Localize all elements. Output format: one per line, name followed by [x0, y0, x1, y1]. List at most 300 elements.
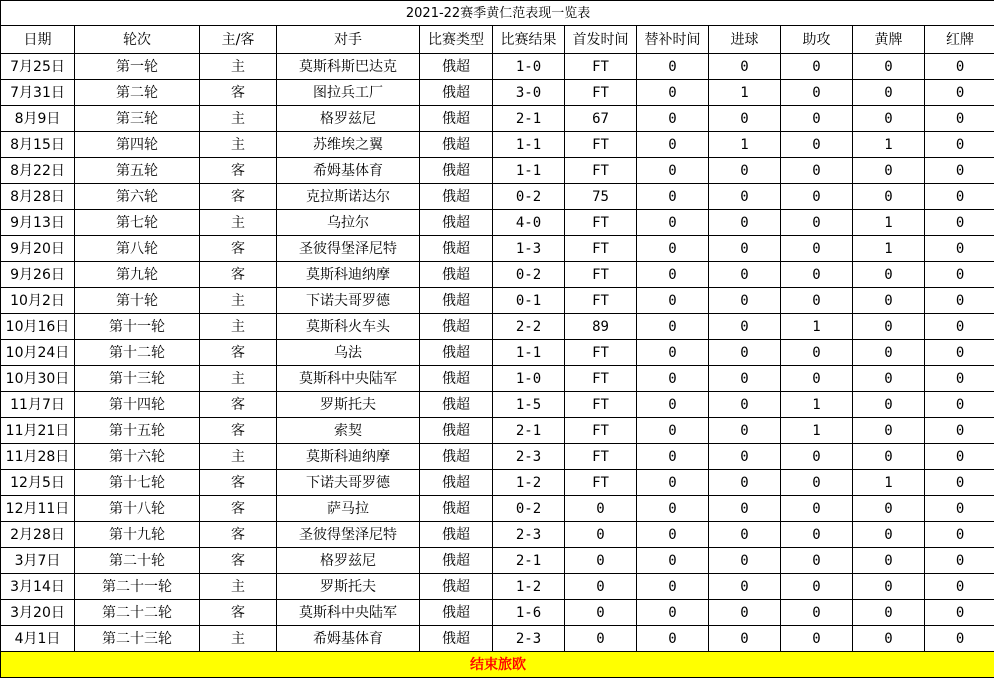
cell-sub-minutes: 0 [637, 470, 709, 496]
cell-start-minutes: FT [565, 262, 637, 288]
column-header-result: 比赛结果 [493, 26, 565, 54]
cell-yellow-cards: 0 [853, 418, 925, 444]
cell-goals: 0 [709, 626, 781, 652]
cell-sub-minutes: 0 [637, 314, 709, 340]
cell-date: 11月21日 [1, 418, 75, 444]
cell-opponent: 圣彼得堡泽尼特 [277, 522, 420, 548]
cell-red-cards: 0 [925, 132, 994, 158]
cell-match-type: 俄超 [420, 496, 493, 522]
cell-goals: 1 [709, 80, 781, 106]
cell-result: 2-3 [493, 444, 565, 470]
cell-assists: 0 [781, 106, 853, 132]
cell-goals: 0 [709, 548, 781, 574]
cell-result: 2-2 [493, 314, 565, 340]
cell-opponent: 罗斯托夫 [277, 574, 420, 600]
cell-venue: 客 [200, 418, 277, 444]
cell-date: 10月24日 [1, 340, 75, 366]
cell-sub-minutes: 0 [637, 574, 709, 600]
cell-match-type: 俄超 [420, 600, 493, 626]
table-row [1, 340, 994, 366]
cell-sub-minutes: 0 [637, 444, 709, 470]
cell-match-type: 俄超 [420, 184, 493, 210]
cell-date: 4月1日 [1, 626, 75, 652]
cell-venue: 客 [200, 158, 277, 184]
cell-result: 1-5 [493, 392, 565, 418]
cell-start-minutes: FT [565, 158, 637, 184]
table-row [1, 210, 994, 236]
cell-start-minutes: FT [565, 366, 637, 392]
cell-goals: 1 [709, 132, 781, 158]
cell-red-cards: 0 [925, 548, 994, 574]
cell-match-type: 俄超 [420, 522, 493, 548]
cell-opponent: 乌法 [277, 340, 420, 366]
cell-red-cards: 0 [925, 184, 994, 210]
cell-goals: 0 [709, 236, 781, 262]
cell-red-cards: 0 [925, 106, 994, 132]
table-title: 2021-22赛季黄仁范表现一览表 [1, 1, 994, 26]
cell-red-cards: 0 [925, 522, 994, 548]
cell-opponent: 希姆基体育 [277, 158, 420, 184]
cell-start-minutes: 75 [565, 184, 637, 210]
cell-goals: 0 [709, 522, 781, 548]
cell-assists: 0 [781, 444, 853, 470]
cell-goals: 0 [709, 366, 781, 392]
cell-assists: 0 [781, 626, 853, 652]
cell-date: 3月7日 [1, 548, 75, 574]
cell-start-minutes: FT [565, 210, 637, 236]
cell-goals: 0 [709, 54, 781, 80]
cell-start-minutes: FT [565, 54, 637, 80]
cell-sub-minutes: 0 [637, 236, 709, 262]
cell-result: 0-2 [493, 184, 565, 210]
cell-round: 第四轮 [75, 132, 200, 158]
cell-yellow-cards: 0 [853, 626, 925, 652]
cell-opponent: 格罗兹尼 [277, 106, 420, 132]
cell-red-cards: 0 [925, 470, 994, 496]
cell-assists: 0 [781, 262, 853, 288]
footer-note: 结束旅欧 [1, 652, 994, 678]
cell-opponent: 图拉兵工厂 [277, 80, 420, 106]
cell-round: 第十三轮 [75, 366, 200, 392]
cell-red-cards: 0 [925, 158, 994, 184]
footer-row [1, 652, 994, 678]
cell-venue: 主 [200, 54, 277, 80]
cell-red-cards: 0 [925, 288, 994, 314]
cell-red-cards: 0 [925, 600, 994, 626]
cell-assists: 0 [781, 210, 853, 236]
cell-yellow-cards: 0 [853, 288, 925, 314]
cell-opponent: 莫斯科迪纳摩 [277, 262, 420, 288]
cell-date: 3月14日 [1, 574, 75, 600]
cell-assists: 0 [781, 522, 853, 548]
cell-date: 2月28日 [1, 522, 75, 548]
cell-match-type: 俄超 [420, 548, 493, 574]
cell-opponent: 索契 [277, 418, 420, 444]
cell-assists: 0 [781, 184, 853, 210]
cell-round: 第二十二轮 [75, 600, 200, 626]
cell-opponent: 莫斯科中央陆军 [277, 366, 420, 392]
cell-result: 1-3 [493, 236, 565, 262]
cell-venue: 客 [200, 80, 277, 106]
cell-venue: 客 [200, 496, 277, 522]
cell-venue: 主 [200, 288, 277, 314]
cell-date: 8月15日 [1, 132, 75, 158]
cell-sub-minutes: 0 [637, 80, 709, 106]
cell-result: 2-1 [493, 418, 565, 444]
cell-assists: 0 [781, 54, 853, 80]
cell-result: 4-0 [493, 210, 565, 236]
cell-goals: 0 [709, 470, 781, 496]
cell-venue: 主 [200, 314, 277, 340]
cell-match-type: 俄超 [420, 288, 493, 314]
cell-sub-minutes: 0 [637, 262, 709, 288]
cell-date: 9月13日 [1, 210, 75, 236]
cell-red-cards: 0 [925, 236, 994, 262]
cell-red-cards: 0 [925, 210, 994, 236]
cell-assists: 0 [781, 574, 853, 600]
cell-round: 第十二轮 [75, 340, 200, 366]
cell-goals: 0 [709, 574, 781, 600]
column-header-goals: 进球 [709, 26, 781, 54]
cell-start-minutes: 0 [565, 574, 637, 600]
cell-date: 10月2日 [1, 288, 75, 314]
table-row [1, 600, 994, 626]
cell-yellow-cards: 0 [853, 574, 925, 600]
cell-yellow-cards: 0 [853, 184, 925, 210]
cell-round: 第二十三轮 [75, 626, 200, 652]
cell-round: 第二十一轮 [75, 574, 200, 600]
cell-opponent: 下诺夫哥罗德 [277, 288, 420, 314]
cell-opponent: 格罗兹尼 [277, 548, 420, 574]
cell-match-type: 俄超 [420, 262, 493, 288]
cell-round: 第十轮 [75, 288, 200, 314]
cell-round: 第十七轮 [75, 470, 200, 496]
cell-match-type: 俄超 [420, 54, 493, 80]
cell-round: 第八轮 [75, 236, 200, 262]
cell-result: 2-1 [493, 106, 565, 132]
table-row [1, 158, 994, 184]
cell-round: 第二十轮 [75, 548, 200, 574]
table-row [1, 548, 994, 574]
cell-venue: 客 [200, 522, 277, 548]
column-header-yellow-cards: 黄牌 [853, 26, 925, 54]
cell-start-minutes: FT [565, 288, 637, 314]
cell-start-minutes: FT [565, 340, 637, 366]
table-row [1, 288, 994, 314]
cell-assists: 0 [781, 132, 853, 158]
cell-yellow-cards: 0 [853, 340, 925, 366]
cell-start-minutes: 0 [565, 496, 637, 522]
cell-venue: 主 [200, 444, 277, 470]
cell-assists: 0 [781, 158, 853, 184]
cell-start-minutes: FT [565, 80, 637, 106]
cell-red-cards: 0 [925, 444, 994, 470]
cell-assists: 0 [781, 496, 853, 522]
cell-venue: 客 [200, 392, 277, 418]
cell-round: 第一轮 [75, 54, 200, 80]
cell-result: 2-3 [493, 522, 565, 548]
cell-date: 9月20日 [1, 236, 75, 262]
cell-result: 1-0 [493, 54, 565, 80]
cell-yellow-cards: 0 [853, 444, 925, 470]
cell-sub-minutes: 0 [637, 418, 709, 444]
column-header-match-type: 比赛类型 [420, 26, 493, 54]
cell-start-minutes: FT [565, 392, 637, 418]
cell-red-cards: 0 [925, 418, 994, 444]
cell-goals: 0 [709, 392, 781, 418]
cell-match-type: 俄超 [420, 132, 493, 158]
cell-assists: 0 [781, 340, 853, 366]
cell-sub-minutes: 0 [637, 54, 709, 80]
cell-opponent: 莫斯科火车头 [277, 314, 420, 340]
column-header-opponent: 对手 [277, 26, 420, 54]
cell-match-type: 俄超 [420, 314, 493, 340]
cell-red-cards: 0 [925, 340, 994, 366]
cell-yellow-cards: 0 [853, 314, 925, 340]
cell-round: 第三轮 [75, 106, 200, 132]
table-row [1, 262, 994, 288]
cell-opponent: 罗斯托夫 [277, 392, 420, 418]
cell-round: 第六轮 [75, 184, 200, 210]
cell-yellow-cards: 1 [853, 470, 925, 496]
table-row [1, 314, 994, 340]
cell-sub-minutes: 0 [637, 106, 709, 132]
cell-goals: 0 [709, 158, 781, 184]
cell-red-cards: 0 [925, 574, 994, 600]
cell-round: 第十六轮 [75, 444, 200, 470]
table-row [1, 444, 994, 470]
cell-match-type: 俄超 [420, 158, 493, 184]
cell-date: 12月5日 [1, 470, 75, 496]
cell-goals: 0 [709, 106, 781, 132]
cell-round: 第十五轮 [75, 418, 200, 444]
cell-yellow-cards: 0 [853, 366, 925, 392]
cell-date: 11月28日 [1, 444, 75, 470]
cell-sub-minutes: 0 [637, 132, 709, 158]
cell-red-cards: 0 [925, 54, 994, 80]
table-row [1, 522, 994, 548]
cell-result: 2-3 [493, 626, 565, 652]
cell-sub-minutes: 0 [637, 600, 709, 626]
cell-assists: 0 [781, 80, 853, 106]
cell-round: 第十八轮 [75, 496, 200, 522]
cell-result: 0-2 [493, 262, 565, 288]
cell-start-minutes: 0 [565, 548, 637, 574]
cell-result: 1-2 [493, 574, 565, 600]
cell-date: 10月16日 [1, 314, 75, 340]
cell-opponent: 下诺夫哥罗德 [277, 470, 420, 496]
header-row [1, 26, 994, 54]
cell-goals: 0 [709, 418, 781, 444]
cell-start-minutes: FT [565, 444, 637, 470]
cell-red-cards: 0 [925, 366, 994, 392]
cell-match-type: 俄超 [420, 626, 493, 652]
cell-assists: 0 [781, 366, 853, 392]
table-row [1, 106, 994, 132]
cell-yellow-cards: 1 [853, 210, 925, 236]
cell-opponent: 莫斯科迪纳摩 [277, 444, 420, 470]
cell-date: 9月26日 [1, 262, 75, 288]
cell-goals: 0 [709, 600, 781, 626]
cell-goals: 0 [709, 340, 781, 366]
cell-date: 8月9日 [1, 106, 75, 132]
cell-start-minutes: 67 [565, 106, 637, 132]
cell-yellow-cards: 0 [853, 496, 925, 522]
cell-venue: 客 [200, 548, 277, 574]
table-row [1, 132, 994, 158]
cell-round: 第十四轮 [75, 392, 200, 418]
cell-result: 3-0 [493, 80, 565, 106]
table-row [1, 574, 994, 600]
cell-sub-minutes: 0 [637, 158, 709, 184]
cell-yellow-cards: 0 [853, 106, 925, 132]
cell-sub-minutes: 0 [637, 184, 709, 210]
cell-assists: 0 [781, 236, 853, 262]
cell-goals: 0 [709, 262, 781, 288]
cell-venue: 主 [200, 210, 277, 236]
cell-date: 3月20日 [1, 600, 75, 626]
cell-date: 8月28日 [1, 184, 75, 210]
cell-opponent: 乌拉尔 [277, 210, 420, 236]
cell-start-minutes: FT [565, 132, 637, 158]
table-row [1, 184, 994, 210]
cell-date: 11月7日 [1, 392, 75, 418]
cell-goals: 0 [709, 184, 781, 210]
cell-red-cards: 0 [925, 626, 994, 652]
cell-opponent: 萨马拉 [277, 496, 420, 522]
cell-date: 7月31日 [1, 80, 75, 106]
cell-round: 第二轮 [75, 80, 200, 106]
cell-sub-minutes: 0 [637, 522, 709, 548]
cell-result: 1-1 [493, 132, 565, 158]
cell-date: 7月25日 [1, 54, 75, 80]
table-row [1, 366, 994, 392]
cell-opponent: 希姆基体育 [277, 626, 420, 652]
cell-goals: 0 [709, 210, 781, 236]
cell-yellow-cards: 1 [853, 236, 925, 262]
cell-red-cards: 0 [925, 392, 994, 418]
cell-venue: 客 [200, 600, 277, 626]
cell-goals: 0 [709, 444, 781, 470]
cell-yellow-cards: 0 [853, 158, 925, 184]
cell-result: 1-1 [493, 340, 565, 366]
cell-opponent: 莫斯科中央陆军 [277, 600, 420, 626]
cell-venue: 客 [200, 262, 277, 288]
cell-round: 第九轮 [75, 262, 200, 288]
cell-assists: 0 [781, 600, 853, 626]
cell-assists: 1 [781, 418, 853, 444]
cell-yellow-cards: 0 [853, 522, 925, 548]
cell-date: 12月11日 [1, 496, 75, 522]
cell-start-minutes: FT [565, 470, 637, 496]
cell-start-minutes: FT [565, 236, 637, 262]
table-body [1, 54, 994, 652]
cell-match-type: 俄超 [420, 210, 493, 236]
cell-start-minutes: 0 [565, 600, 637, 626]
column-header-assists: 助攻 [781, 26, 853, 54]
cell-result: 1-6 [493, 600, 565, 626]
column-header-start-minutes: 首发时间 [565, 26, 637, 54]
cell-result: 1-0 [493, 366, 565, 392]
cell-opponent: 莫斯科斯巴达克 [277, 54, 420, 80]
cell-red-cards: 0 [925, 496, 994, 522]
cell-start-minutes: 0 [565, 522, 637, 548]
cell-opponent: 苏维埃之翼 [277, 132, 420, 158]
cell-result: 0-2 [493, 496, 565, 522]
cell-sub-minutes: 0 [637, 496, 709, 522]
cell-match-type: 俄超 [420, 574, 493, 600]
table-row [1, 392, 994, 418]
cell-goals: 0 [709, 288, 781, 314]
cell-assists: 0 [781, 470, 853, 496]
cell-result: 1-1 [493, 158, 565, 184]
cell-red-cards: 0 [925, 80, 994, 106]
cell-start-minutes: 89 [565, 314, 637, 340]
cell-start-minutes: 0 [565, 626, 637, 652]
cell-round: 第十九轮 [75, 522, 200, 548]
cell-venue: 主 [200, 366, 277, 392]
column-header-round: 轮次 [75, 26, 200, 54]
cell-sub-minutes: 0 [637, 210, 709, 236]
cell-match-type: 俄超 [420, 470, 493, 496]
cell-goals: 0 [709, 314, 781, 340]
cell-yellow-cards: 0 [853, 262, 925, 288]
cell-red-cards: 0 [925, 262, 994, 288]
cell-match-type: 俄超 [420, 106, 493, 132]
table-row [1, 236, 994, 262]
cell-assists: 1 [781, 392, 853, 418]
table-row [1, 470, 994, 496]
cell-venue: 主 [200, 574, 277, 600]
cell-date: 8月22日 [1, 158, 75, 184]
cell-venue: 客 [200, 470, 277, 496]
cell-sub-minutes: 0 [637, 340, 709, 366]
cell-venue: 主 [200, 106, 277, 132]
cell-red-cards: 0 [925, 314, 994, 340]
column-header-venue: 主/客 [200, 26, 277, 54]
cell-assists: 0 [781, 288, 853, 314]
table-row [1, 626, 994, 652]
cell-assists: 0 [781, 548, 853, 574]
column-header-sub-minutes: 替补时间 [637, 26, 709, 54]
column-header-red-cards: 红牌 [925, 26, 994, 54]
cell-match-type: 俄超 [420, 366, 493, 392]
column-header-date: 日期 [1, 26, 75, 54]
table-row [1, 80, 994, 106]
cell-assists: 1 [781, 314, 853, 340]
cell-match-type: 俄超 [420, 444, 493, 470]
cell-round: 第五轮 [75, 158, 200, 184]
cell-venue: 主 [200, 132, 277, 158]
cell-result: 0-1 [493, 288, 565, 314]
cell-sub-minutes: 0 [637, 288, 709, 314]
cell-venue: 客 [200, 236, 277, 262]
cell-sub-minutes: 0 [637, 366, 709, 392]
cell-sub-minutes: 0 [637, 626, 709, 652]
cell-round: 第七轮 [75, 210, 200, 236]
cell-match-type: 俄超 [420, 392, 493, 418]
cell-yellow-cards: 0 [853, 80, 925, 106]
cell-match-type: 俄超 [420, 418, 493, 444]
cell-result: 2-1 [493, 548, 565, 574]
cell-yellow-cards: 1 [853, 132, 925, 158]
title-row [1, 1, 994, 26]
cell-venue: 客 [200, 340, 277, 366]
cell-match-type: 俄超 [420, 340, 493, 366]
cell-start-minutes: FT [565, 418, 637, 444]
cell-yellow-cards: 0 [853, 54, 925, 80]
cell-yellow-cards: 0 [853, 600, 925, 626]
